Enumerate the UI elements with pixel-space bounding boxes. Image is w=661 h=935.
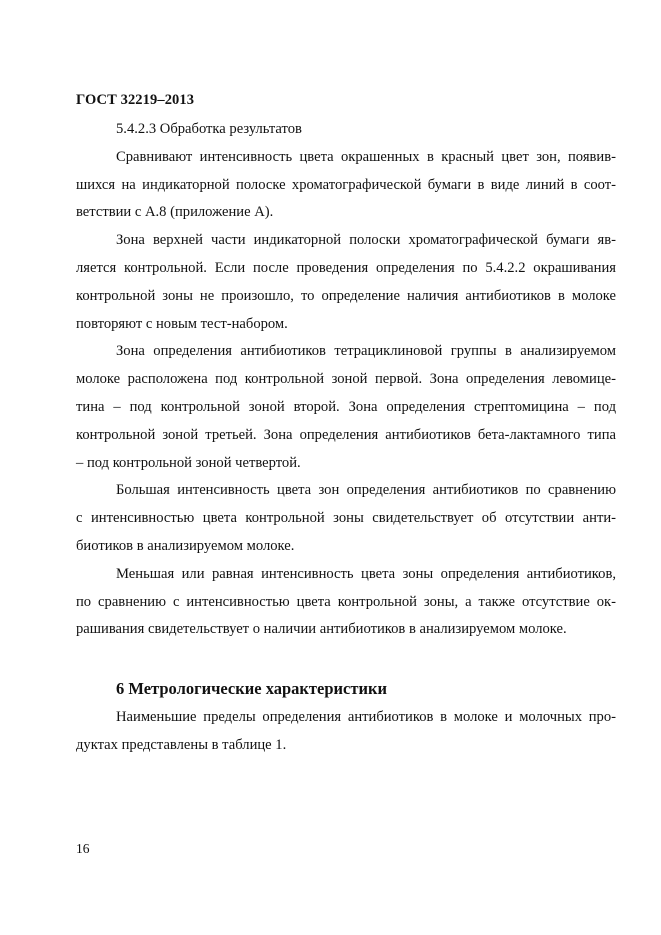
text-line: – под контрольной зоной четвертой. [76, 454, 301, 471]
text-line: ветствии с А.8 (приложение А). [76, 204, 274, 221]
text-line: Зона определения антибиотиков тетрациклиновой группы в анализируемом [116, 343, 616, 360]
text-line: Наименьшие пределы определения антибиотиков в молоке и молочных про- [116, 709, 616, 725]
text-line: по сравнению с интенсивностью цвета контрольной зоны, а также отсутствие ок- [76, 593, 616, 610]
text-line: контрольной зоны не произошло, то определение наличия антибиотиков в молоке [76, 287, 616, 304]
text-line: Зона верхней части индикаторной полоски хроматографической бумаги яв- [116, 232, 616, 249]
subsection-title: 5.4.2.3 Обработка результатов [116, 121, 302, 137]
text-line: повторяют с новым тест-набором. [76, 315, 288, 332]
standard-header: ГОСТ 32219–2013 [76, 92, 195, 108]
paragraph-absence [76, 477, 616, 560]
text-line: рашивания свидетельствует о наличии антибиотиков в анализируемом молоке. [76, 621, 567, 638]
main-content [76, 116, 616, 644]
paragraph-presence [76, 561, 616, 644]
text-line: с интенсивностью цвета контрольной зоны свидетельствует об отсутствии анти- [76, 510, 616, 527]
paragraph-comparison [76, 144, 616, 227]
text-line: тина – под контрольной зоной второй. Зона определения стрептомицина – под [76, 398, 616, 415]
paragraph-zone-order [76, 338, 616, 477]
section-content [76, 704, 616, 760]
paragraph-control-zone [76, 227, 616, 338]
section-title: 6 Метрологические характеристики [116, 679, 387, 698]
text-line: Меньшая или равная интенсивность цвета зоны определения антибиотиков, [116, 565, 616, 582]
text-line: Большая интенсивность цвета зон определения антибиотиков по сравнению [116, 482, 616, 499]
text-line: дуктах представлены в таблице 1. [76, 736, 287, 753]
page-number: 16 [76, 841, 90, 856]
text-line: Сравнивают интенсивность цвета окрашенных в красный цвет зон, появив- [116, 148, 616, 165]
text-line: контрольной зоной третьей. Зона определения антибиотиков бета-лактамного типа [76, 426, 616, 443]
text-line: ляется контрольной. Если после проведения определения по 5.4.2.2 окрашивания [76, 259, 616, 276]
text-line: биотиков в анализируемом молоке. [76, 537, 295, 554]
text-line: шихся на индикаторной полоске хроматографической бумаги в виде линий в соот- [76, 176, 616, 193]
text-line: молоке расположена под контрольной зоной первой. Зона определения левомице- [76, 371, 616, 388]
